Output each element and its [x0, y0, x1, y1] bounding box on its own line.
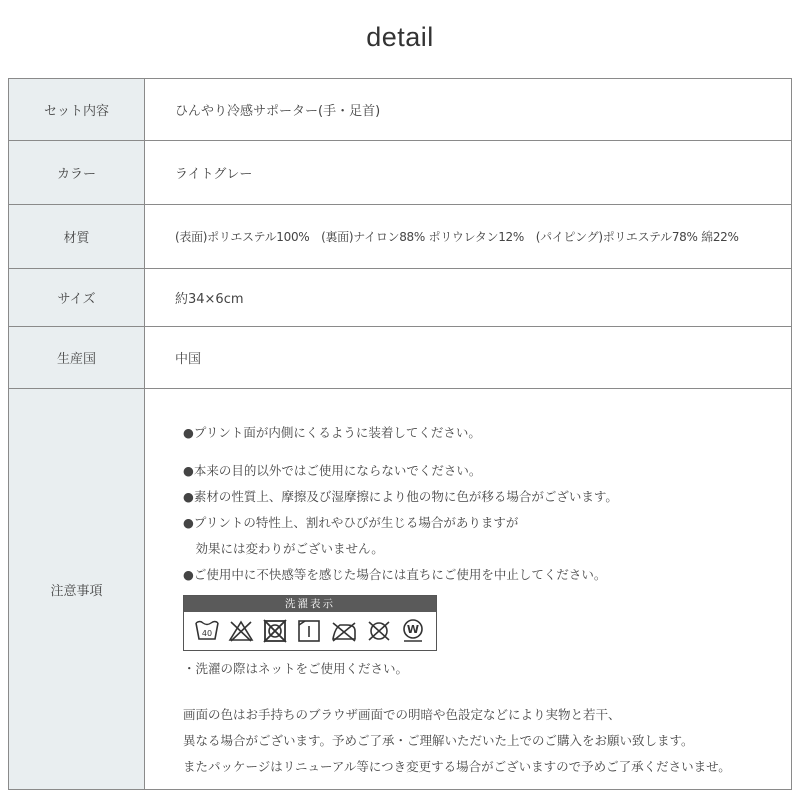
wash-temp-label: 40 [201, 629, 213, 638]
no-dry-clean-icon [366, 619, 392, 643]
wash-40-icon [194, 619, 220, 643]
row-value: ライトグレー [175, 167, 253, 182]
wet-clean-letter: W [406, 623, 420, 636]
note-line: ●本来の目的以外ではご使用にならないでください。 [183, 463, 482, 478]
row-value: ひんやり冷感サポーター(手・足首) [175, 104, 381, 119]
care-label [183, 595, 437, 651]
note-line: ●プリント面が内側にくるように装着してください。 [183, 425, 481, 440]
note-line: 効果には変わりがございません。 [183, 541, 384, 556]
no-tumble-dry-icon [262, 619, 288, 643]
row-label: カラー [9, 141, 145, 204]
care-label-header: 洗濯表示 [184, 596, 436, 612]
spec-row-notes [9, 389, 791, 789]
spec-row-size [9, 269, 791, 327]
spec-row-contents [9, 79, 791, 141]
note-line: ●素材の性質上、摩擦及び湿摩擦により他の物に色が移る場合がございます。 [183, 489, 618, 504]
care-note: ・洗濯の際はネットをご使用ください。 [183, 661, 409, 676]
row-value: 中国 [175, 352, 202, 367]
row-value: 約34×6cm [175, 292, 244, 307]
spec-row-material [9, 205, 791, 269]
no-bleach-icon [228, 619, 254, 643]
row-label: 材質 [9, 205, 145, 268]
row-label: セット内容 [9, 79, 145, 140]
row-label: 生産国 [9, 327, 145, 388]
spec-row-color [9, 141, 791, 205]
disclaimer-line: 異なる場合がございます。予めご了承・ご理解いただいた上でのご購入をお願い致します。 [183, 733, 694, 748]
page-title: detail [366, 22, 434, 52]
spec-table [8, 78, 792, 790]
line-dry-icon [296, 619, 322, 643]
spec-row-origin [9, 327, 791, 389]
disclaimer-line: 画面の色はお手持ちのブラウザ画面での明暗や色設定などにより実物と若干、 [183, 707, 621, 722]
no-iron-icon [330, 619, 358, 643]
wet-clean-icon [400, 618, 426, 644]
row-label: 注意事項 [9, 389, 145, 789]
note-line: ●プリントの特性上、割れやひびが生じる場合がありますが [183, 515, 519, 530]
row-value: (表面)ポリエステル100% (裏面)ナイロン88% ポリウレタン12% (パイピング)ポリエステル78% 綿22% [175, 230, 739, 244]
row-label: サイズ [9, 269, 145, 326]
disclaimer-line: またパッケージはリニューアル等につき変更する場合がございますので予めご了承くださいませ。 [183, 759, 731, 774]
note-line: ●ご使用中に不快感等を感じた場合には直ちにご使用を中止してください。 [183, 567, 607, 582]
